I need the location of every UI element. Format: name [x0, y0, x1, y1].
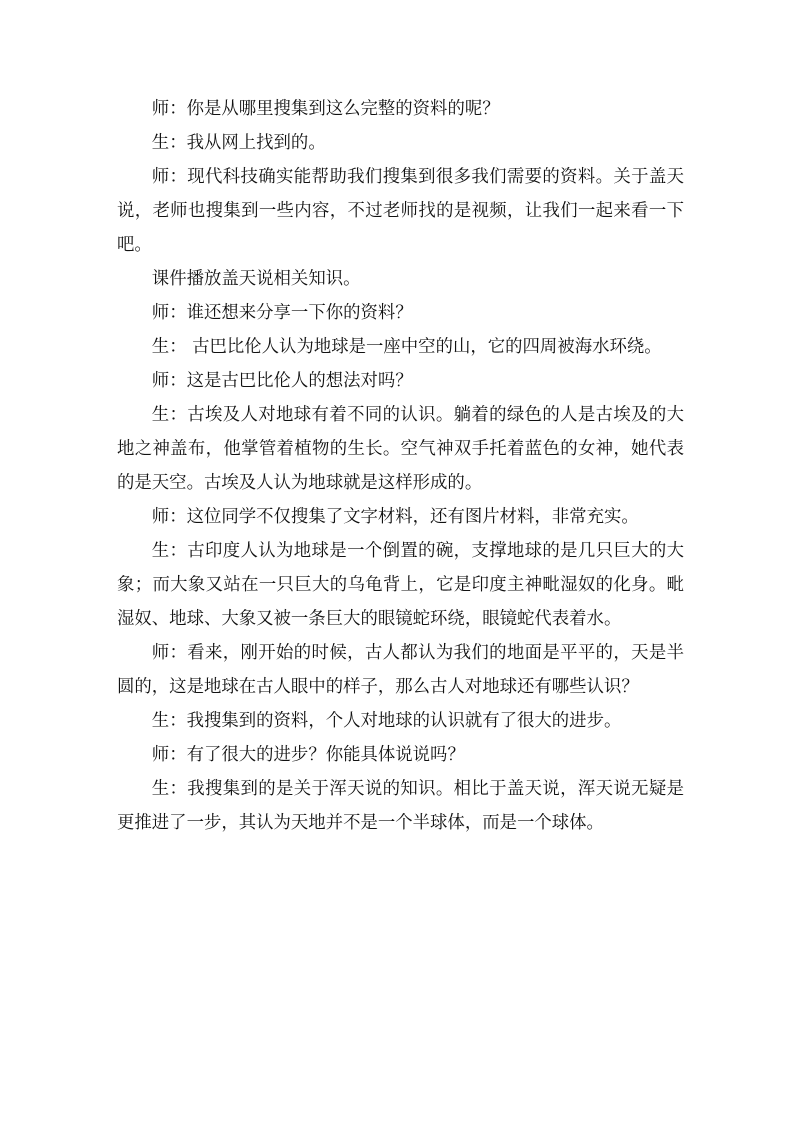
paragraph-student-progress: 生：我搜集到的资料，个人对地球的认识就有了很大的进步。 [151, 711, 622, 731]
paragraph-teacher-share: 师：谁还想来分享一下你的资料？ [151, 303, 413, 323]
paragraph-teacher-video: 师：现代科技确实能帮助我们搜集到很多我们需要的资料。关于盖天说，老师也搜集到一些内容，不过老师找的是视频，让我们一起来看一下吧。 [117, 167, 684, 255]
paragraph-student-answer: 生：我从网上找到的。 [151, 133, 326, 153]
document-body [117, 92, 684, 840]
paragraph-teacher-question: 师：你是从哪里搜集到这么完整的资料的呢？ [151, 99, 500, 119]
paragraph-teacher-summary: 师：看来，刚开始的时候，古人都认为我们的地面是平平的，天是半圆的，这是地球在古人眼中的样子，那么古人对地球还有哪些认识？ [117, 643, 684, 697]
paragraph-courseware-note: 课件播放盖天说相关知识。 [151, 269, 361, 289]
paragraph-student-babylon: 生： 古巴比伦人认为地球是一座中空的山，它的四周被海水环绕。 [151, 337, 662, 357]
paragraph-student-india: 生：古印度人认为地球是一个倒置的碗，支撑地球的是几只巨大的大象；而大象又站在一只巨大的乌龟背上，它是印度主神毗湿奴的化身。毗湿奴、地球、大象又被一条巨大的眼镜蛇环绕，眼镜蛇代表着水。 [117, 541, 684, 629]
paragraph-student-huntian: 生：我搜集到的是关于浑天说的知识。相比于盖天说，浑天说无疑是更推进了一步，其认为天地并不是一个半球体，而是一个球体。 [117, 779, 684, 833]
paragraph-student-egypt: 生：古埃及人对地球有着不同的认识。躺着的绿色的人是古埃及的大地之神盖布，他掌管着植物的生长。空气神双手托着蓝色的女神，她代表的是天空。古埃及人认为地球就是这样形成的。 [117, 405, 684, 493]
paragraph-teacher-praise: 师：这位同学不仅搜集了文字材料，还有图片材料，非常充实。 [151, 507, 639, 527]
paragraph-teacher-babylon: 师：这是古巴比伦人的想法对吗？ [151, 371, 413, 391]
paragraph-teacher-followup: 师：有了很大的进步？你能具体说说吗？ [151, 745, 465, 765]
